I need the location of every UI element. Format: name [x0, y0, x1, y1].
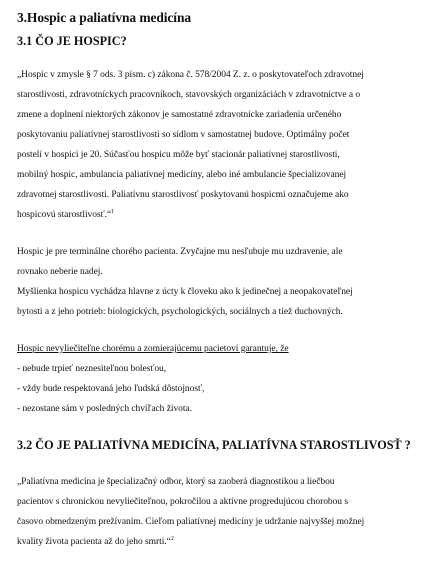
quote-line: zmene a doplnení niektorých zákonov je samostatné zdravotnícke zariadenia určeného: [17, 110, 342, 120]
quote-line: mobilný hospic, ambulancia paliatívnej medicíny, alebo iné ambulancie špecializovanej: [17, 170, 347, 180]
quote-text: kvality života pacienta až do jeho smrti.“: [17, 537, 171, 547]
quote-text: hospicovú starostlivosť.“: [17, 210, 112, 220]
quote-line: časovo obmedzeným prežívaním. Cieľom paliatívnej medicíny je udržanie najvyššej možnej: [17, 517, 365, 527]
guarantee-heading: Hospic nevyliečiteľne chorému a zomierajúcemu pacietovi garantuje, že: [17, 344, 289, 354]
chapter-title: 3.Hospic a paliatívna medicína: [17, 10, 192, 25]
paragraph-line: bytosti a z jeho potrieb: biologických, psychologických, sociálnych a tiež duchovných.: [17, 307, 343, 317]
guarantee-item: - nebude trpieť neznesiteľnou bolesťou,: [17, 364, 167, 374]
quote-line: „Hospic v zmysle § 7 ods. 3 písm. c) zákona č. 578/2004 Z. z. o poskytovateľoch zdravotnej: [17, 70, 364, 80]
quote-line: „Paliatívna medicína je špecializačný odbor, ktorý sa zaoberá diagnostikou a liečbou: [17, 477, 335, 487]
quote-line: zdravotnej starostlivosti. Paliatívnu starostlivosť poskytovanú hospicmi označujeme ako: [17, 190, 349, 200]
paragraph-line: rovnako neberie nadej.: [17, 267, 103, 277]
quote-line-last: [17, 537, 174, 547]
quote-line: pacientov s chronickou nevyliečiteľnou, pokročilou a aktívne progredujúcou chorobou s: [17, 497, 348, 507]
guarantee-item: - nezostane sám v posledných chvíľach života.: [17, 404, 192, 414]
guarantee-item: - vždy bude respektovaná jeho ľudská dôstojnosť,: [17, 384, 205, 394]
section-heading-palliative-medicine: 3.2 ČO JE PALIATÍVNA MEDICÍNA, PALIATÍVNA STAROSTLIVOSŤ ?: [17, 438, 411, 452]
paragraph-line: Hospic je pre terminálne chorého pacienta. Zvyčajne mu nesľubuje mu uzdravenie, ale: [17, 247, 343, 257]
quote-line: poskytovaniu paliatívnej starostlivosti so sídlom v samostatnej budove. Optimálny počet: [17, 130, 350, 140]
paragraph-line: Myšlienka hospicu vychádza hlavne z úcty k človeku ako k jedinečnej a neopakovateľnej: [17, 287, 353, 297]
footnote-marker: 2: [170, 536, 174, 542]
quote-line: postelí v hospici je 20. Súčasťou hospicu môže byť stacionár paliatívnej starostlivosti,: [17, 150, 340, 160]
quote-line: starostlivosti, zdravotníckych pracovníkoch, stavovských organizáciách v zdravotníctve a o: [17, 90, 361, 100]
section-heading-what-is-hospice: 3.1 ČO JE HOSPIC?: [17, 34, 127, 48]
footnote-marker: 1: [111, 209, 115, 215]
quote-line-last: [17, 210, 114, 220]
